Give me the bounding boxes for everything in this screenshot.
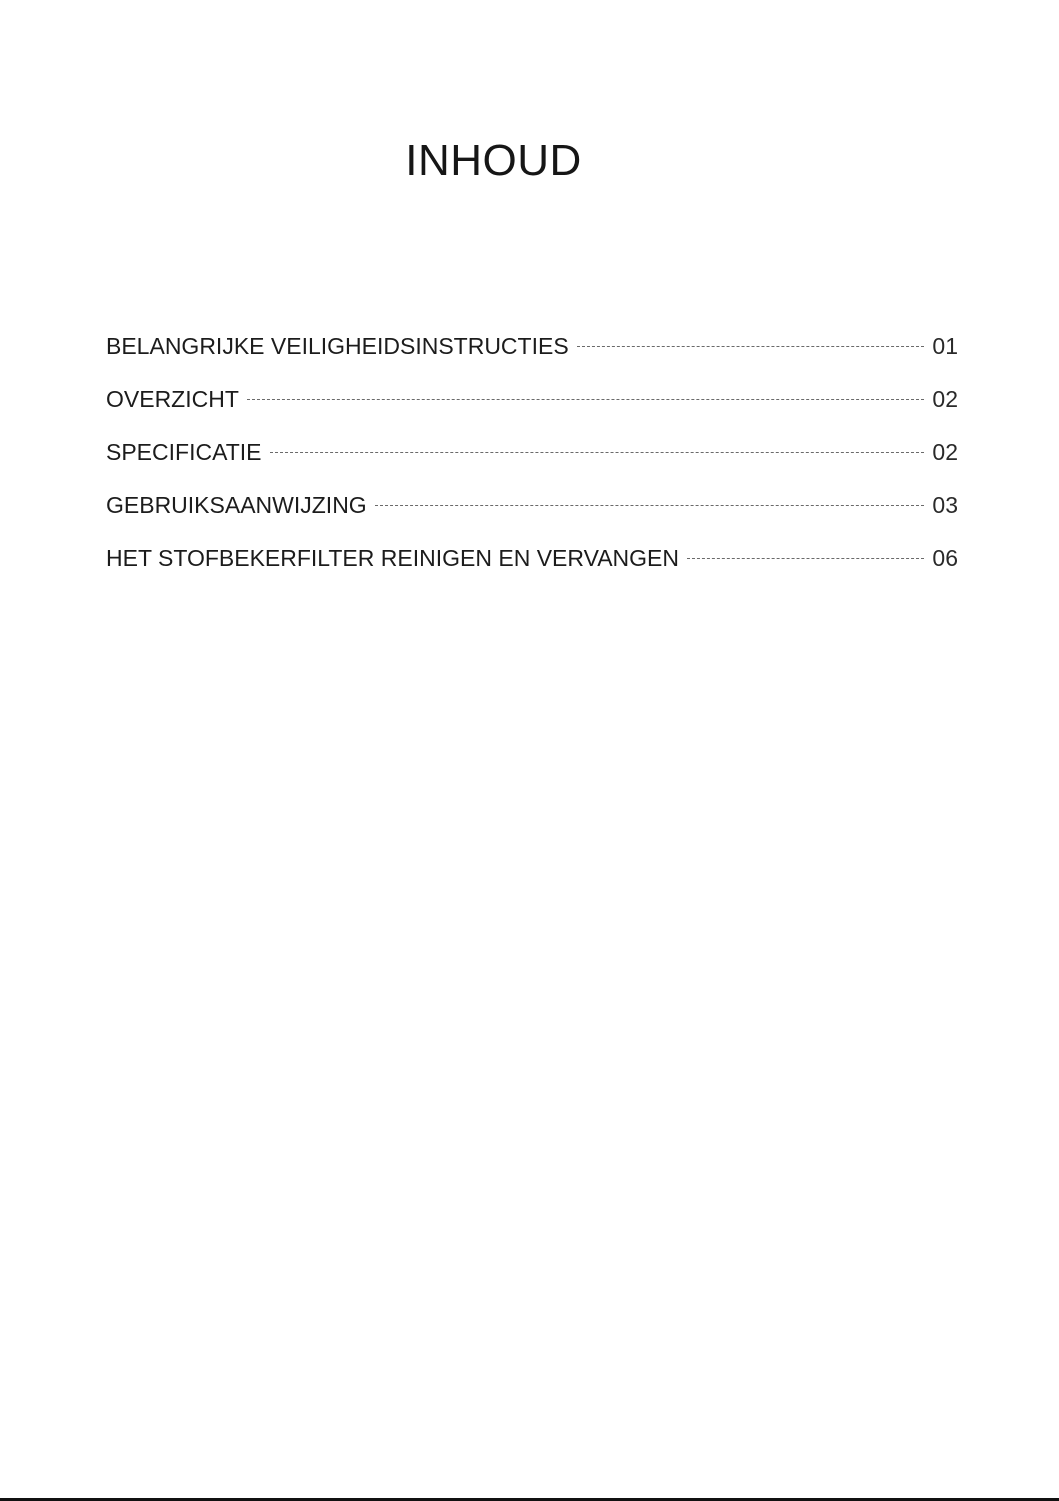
toc-entry-safety-instructions [106, 333, 958, 386]
table-of-contents [106, 333, 958, 598]
page-title: INHOUD [405, 136, 582, 185]
toc-entry-page-number: 03 [932, 492, 958, 518]
toc-entry-label: HET STOFBEKERFILTER REINIGEN EN VERVANGEN [106, 545, 679, 571]
toc-entry-label: BELANGRIJKE VEILIGHEIDSINSTRUCTIES [106, 333, 569, 359]
toc-dotted-leader [375, 505, 925, 506]
toc-entry-page-number: 02 [932, 439, 958, 465]
toc-dotted-leader [577, 346, 925, 347]
toc-entry-page-number: 02 [932, 386, 958, 412]
toc-dotted-leader [687, 558, 924, 559]
toc-entry-label: SPECIFICATIE [106, 439, 262, 465]
toc-entry-specification [106, 439, 958, 492]
toc-dotted-leader [270, 452, 925, 453]
toc-entry-label: OVERZICHT [106, 386, 239, 412]
toc-entry-page-number: 06 [932, 545, 958, 571]
toc-entry-filter-cleaning [106, 545, 958, 598]
toc-entry-page-number: 01 [932, 333, 958, 359]
toc-entry-overview [106, 386, 958, 439]
toc-entry-user-manual [106, 492, 958, 545]
toc-entry-label: GEBRUIKSAANWIJZING [106, 492, 367, 518]
toc-dotted-leader [247, 399, 925, 400]
